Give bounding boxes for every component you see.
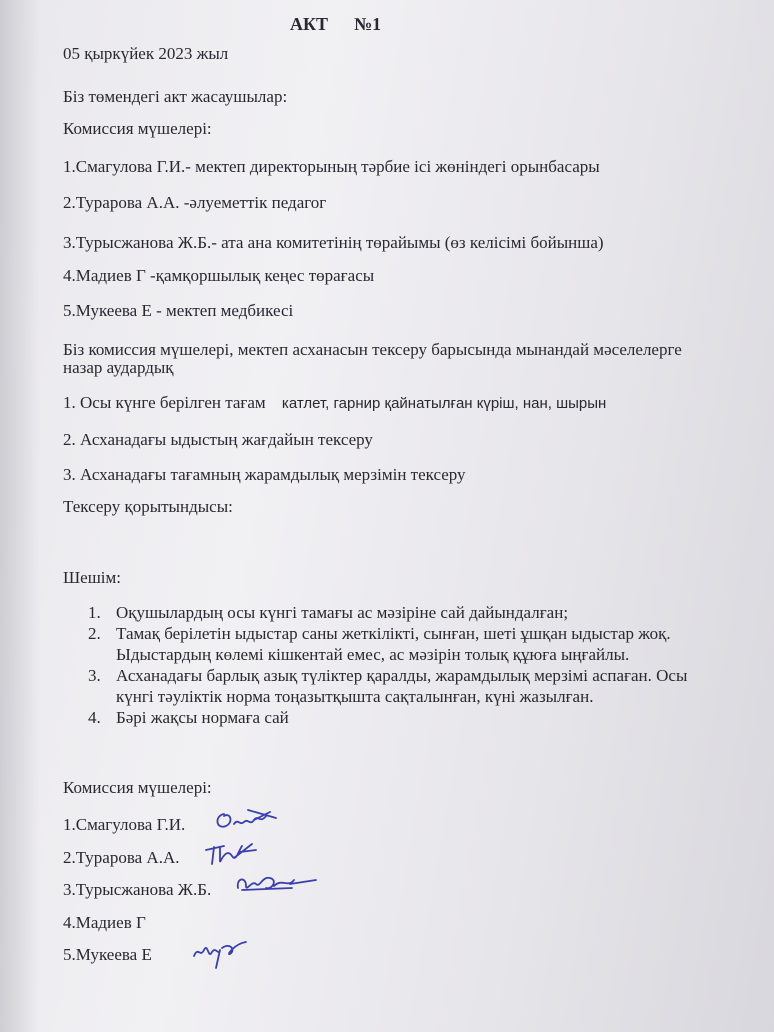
check-point-label: 1. Осы күнге берілген тағам xyxy=(63,393,266,412)
signature-3 xyxy=(232,868,318,898)
decision-text: Оқушылардың осы күнгі тамағы ас мәзіріне сай дайындалған; xyxy=(116,603,569,622)
signature-5 xyxy=(190,934,252,970)
decision-text: Бәрі жақсы нормаға сай xyxy=(116,708,289,727)
member-line: 3.Турысжанова Ж.Б.- ата ана комитетінің төрайымы (өз келісімі бойынша) xyxy=(63,233,604,252)
statement-line: Біз комиссия мүшелері, мектеп асханасын тексеру барысында мынандай мәселелерге xyxy=(63,340,682,359)
decision-item xyxy=(88,665,774,707)
decision-number: 3. xyxy=(88,666,101,685)
act-number: №1 xyxy=(354,14,382,34)
commission-heading: Комиссия мүшелері: xyxy=(63,119,212,138)
decision-text: Асханадағы барлық азық түліктер қаралды, жарамдылық мерзімі аспаған. Осы xyxy=(116,666,688,685)
document-title xyxy=(290,14,381,35)
check-point: 2. Асханадағы ыдыстың жағдайын тексеру xyxy=(63,430,373,449)
signatory-line: 2.Турарова А.А. xyxy=(63,848,180,867)
decision-item xyxy=(88,707,774,728)
decision-text: Тамақ берілетін ыдыстар саны жеткілікті, сынған, шеті ұшқан ыдыстар жоқ. xyxy=(116,624,671,643)
decision-list xyxy=(72,602,774,728)
signatory-line: 1.Смагулова Г.И. xyxy=(63,815,186,834)
decision-number: 4. xyxy=(88,708,101,727)
signatory-line: 5.Мукеева Е xyxy=(63,945,152,964)
page-shadow xyxy=(0,0,40,1032)
check-point xyxy=(63,393,606,413)
decision-number: 1. xyxy=(88,603,101,622)
signatures-heading: Комиссия мүшелері: xyxy=(63,778,212,797)
result-heading: Тексеру қорытындысы: xyxy=(63,497,233,516)
member-line: 4.Мадиев Г -қамқоршылық кеңес төрағасы xyxy=(63,266,375,285)
signatory-line: 4.Мадиев Г xyxy=(63,913,146,932)
decision-text: күнгі тәуліктік норма тоңазытқышта сақталынған, күні жазылған. xyxy=(116,687,594,706)
signatory-line: 3.Турысжанова Ж.Б. xyxy=(63,880,212,899)
signature-1 xyxy=(210,804,282,836)
decision-heading: Шешім: xyxy=(63,568,121,587)
decision-text: Ыдыстардың көлемі кішкентай емес, ас мәзірін толық құюға ыңғайлы. xyxy=(116,645,630,664)
signature-2 xyxy=(202,838,262,872)
intro-text: Біз төмендегі акт жасаушылар: xyxy=(63,87,288,106)
statement-line: назар аудардық xyxy=(63,358,174,377)
member-line: 1.Смагулова Г.И.- мектеп директорының тәрбие ісі жөніндегі орынбасары xyxy=(63,157,600,176)
member-line: 5.Мукеева Е - мектеп медбикесі xyxy=(63,301,294,320)
decision-item xyxy=(88,602,774,623)
member-line: 2.Турарова А.А. -әлуеметтік педагог xyxy=(63,193,327,212)
decision-number: 2. xyxy=(88,624,101,643)
check-point: 3. Асханадағы тағамның жарамдылық мерзімін тексеру xyxy=(63,465,466,484)
document-date: 05 қыркүйек 2023 жыл xyxy=(63,44,229,63)
title-text: АКТ xyxy=(290,14,329,34)
decision-item xyxy=(88,623,774,665)
menu-items: катлет, гарнир қайнатылған күріш, нан, шырын xyxy=(281,395,607,412)
